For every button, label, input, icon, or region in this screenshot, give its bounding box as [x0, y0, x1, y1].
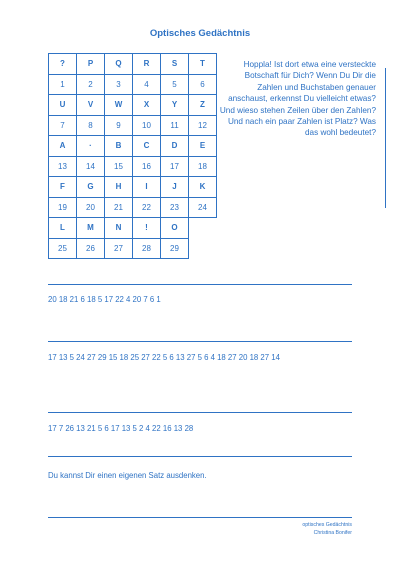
- grid-letter-cell: L: [49, 218, 77, 239]
- grid-letter-row: [49, 95, 217, 116]
- grid-number-cell: 28: [133, 238, 161, 259]
- grid-letter-row: [49, 177, 217, 198]
- grid-number-cell: 20: [77, 197, 105, 218]
- grid-letter-cell: J: [161, 177, 189, 198]
- grid-letter-cell: I: [133, 177, 161, 198]
- answer-line-3: [48, 412, 352, 413]
- grid-number-cell: 4: [133, 74, 161, 95]
- grid-number-cell: 11: [161, 115, 189, 136]
- grid-letter-cell: C: [133, 136, 161, 157]
- grid-letter-cell: R: [133, 54, 161, 75]
- grid-number-row: [49, 238, 217, 259]
- grid-number-cell: 13: [49, 156, 77, 177]
- grid-number-row: [49, 115, 217, 136]
- footer-author: Christina Bonifer: [313, 530, 352, 536]
- grid-letter-cell: ?: [49, 54, 77, 75]
- grid-number-cell: 21: [105, 197, 133, 218]
- grid-letter-cell: U: [49, 95, 77, 116]
- grid-number-row: [49, 156, 217, 177]
- answer-line-2: [48, 341, 352, 342]
- grid-letter-cell: Y: [161, 95, 189, 116]
- grid-letter-cell: W: [105, 95, 133, 116]
- grid-number-cell: 5: [161, 74, 189, 95]
- grid-number-cell: 2: [77, 74, 105, 95]
- answer-line-1: [48, 284, 352, 285]
- grid-number-cell: 15: [105, 156, 133, 177]
- grid-number-cell: 8: [77, 115, 105, 136]
- grid-number-row: [49, 197, 217, 218]
- grid-letter-cell: F: [49, 177, 77, 198]
- grid-number-cell: 14: [77, 156, 105, 177]
- grid-letter-cell: M: [77, 218, 105, 239]
- grid-letter-cell: G: [77, 177, 105, 198]
- grid-number-cell: 25: [49, 238, 77, 259]
- grid-letter-cell: A: [49, 136, 77, 157]
- grid-number-cell: 1: [49, 74, 77, 95]
- grid-number-cell: 27: [105, 238, 133, 259]
- grid-number-cell: 9: [105, 115, 133, 136]
- hint-text: Hoppla! Ist dort etwa eine versteckte Botschaft für Dich? Wenn Du Dir die Zahlen und Buchstaben genauer anschaust, erkennst Du vielleicht etwas? Und wieso stehen Zeilen über den Zahlen? Und nach ein paar Zahlen ist Platz? Was das wohl bedeutet?: [219, 60, 376, 138]
- grid-number-cell: 29: [161, 238, 189, 259]
- own-sentence-prompt: Du kannst Dir einen eigenen Satz ausdenken.: [48, 471, 207, 480]
- grid-empty-cell: [189, 238, 217, 259]
- grid-number-cell: 19: [49, 197, 77, 218]
- footer-title: optisches Gedächtnis: [302, 522, 352, 528]
- grid-letter-cell: K: [189, 177, 217, 198]
- grid-number-cell: 12: [189, 115, 217, 136]
- grid-letter-cell: H: [105, 177, 133, 198]
- page-title: Optisches Gedächtnis: [149, 28, 251, 39]
- margin-rule: [385, 68, 386, 208]
- grid-number-cell: 3: [105, 74, 133, 95]
- footer: [302, 521, 352, 537]
- grid-empty-cell: [189, 218, 217, 239]
- grid-number-cell: 18: [189, 156, 217, 177]
- grid-number-cell: 26: [77, 238, 105, 259]
- grid-letter-cell: V: [77, 95, 105, 116]
- grid-letter-cell: X: [133, 95, 161, 116]
- grid-number-cell: 6: [189, 74, 217, 95]
- answer-line-5: [48, 517, 352, 518]
- grid-letter-row: [49, 136, 217, 157]
- code-line-1: 20 18 21 6 18 5 17 22 4 20 7 6 1: [48, 295, 161, 304]
- grid-number-row: [49, 74, 217, 95]
- grid-letter-cell: S: [161, 54, 189, 75]
- grid-letter-row: [49, 54, 217, 75]
- grid-letter-cell: O: [161, 218, 189, 239]
- grid-letter-cell: B: [105, 136, 133, 157]
- grid-letter-cell: Z: [189, 95, 217, 116]
- grid-number-cell: 24: [189, 197, 217, 218]
- code-line-2: 17 13 5 24 27 29 15 18 25 27 22 5 6 13 27 5 6 4 18 27 20 18 27 14: [48, 353, 280, 362]
- cipher-grid: [48, 53, 217, 259]
- code-line-3: 17 7 26 13 21 5 6 17 13 5 2 4 22 16 13 28: [48, 424, 194, 433]
- grid-letter-cell: Q: [105, 54, 133, 75]
- grid-letter-cell: ·: [77, 136, 105, 157]
- grid-number-cell: 16: [133, 156, 161, 177]
- grid-number-cell: 10: [133, 115, 161, 136]
- grid-letter-cell: P: [77, 54, 105, 75]
- grid-number-cell: 17: [161, 156, 189, 177]
- grid-number-cell: 23: [161, 197, 189, 218]
- grid-letter-cell: D: [161, 136, 189, 157]
- grid-letter-cell: !: [133, 218, 161, 239]
- grid-letter-cell: T: [189, 54, 217, 75]
- grid-letter-row: [49, 218, 217, 239]
- grid-number-cell: 7: [49, 115, 77, 136]
- grid-letter-cell: E: [189, 136, 217, 157]
- grid-number-cell: 22: [133, 197, 161, 218]
- answer-line-4: [48, 456, 352, 457]
- grid-letter-cell: N: [105, 218, 133, 239]
